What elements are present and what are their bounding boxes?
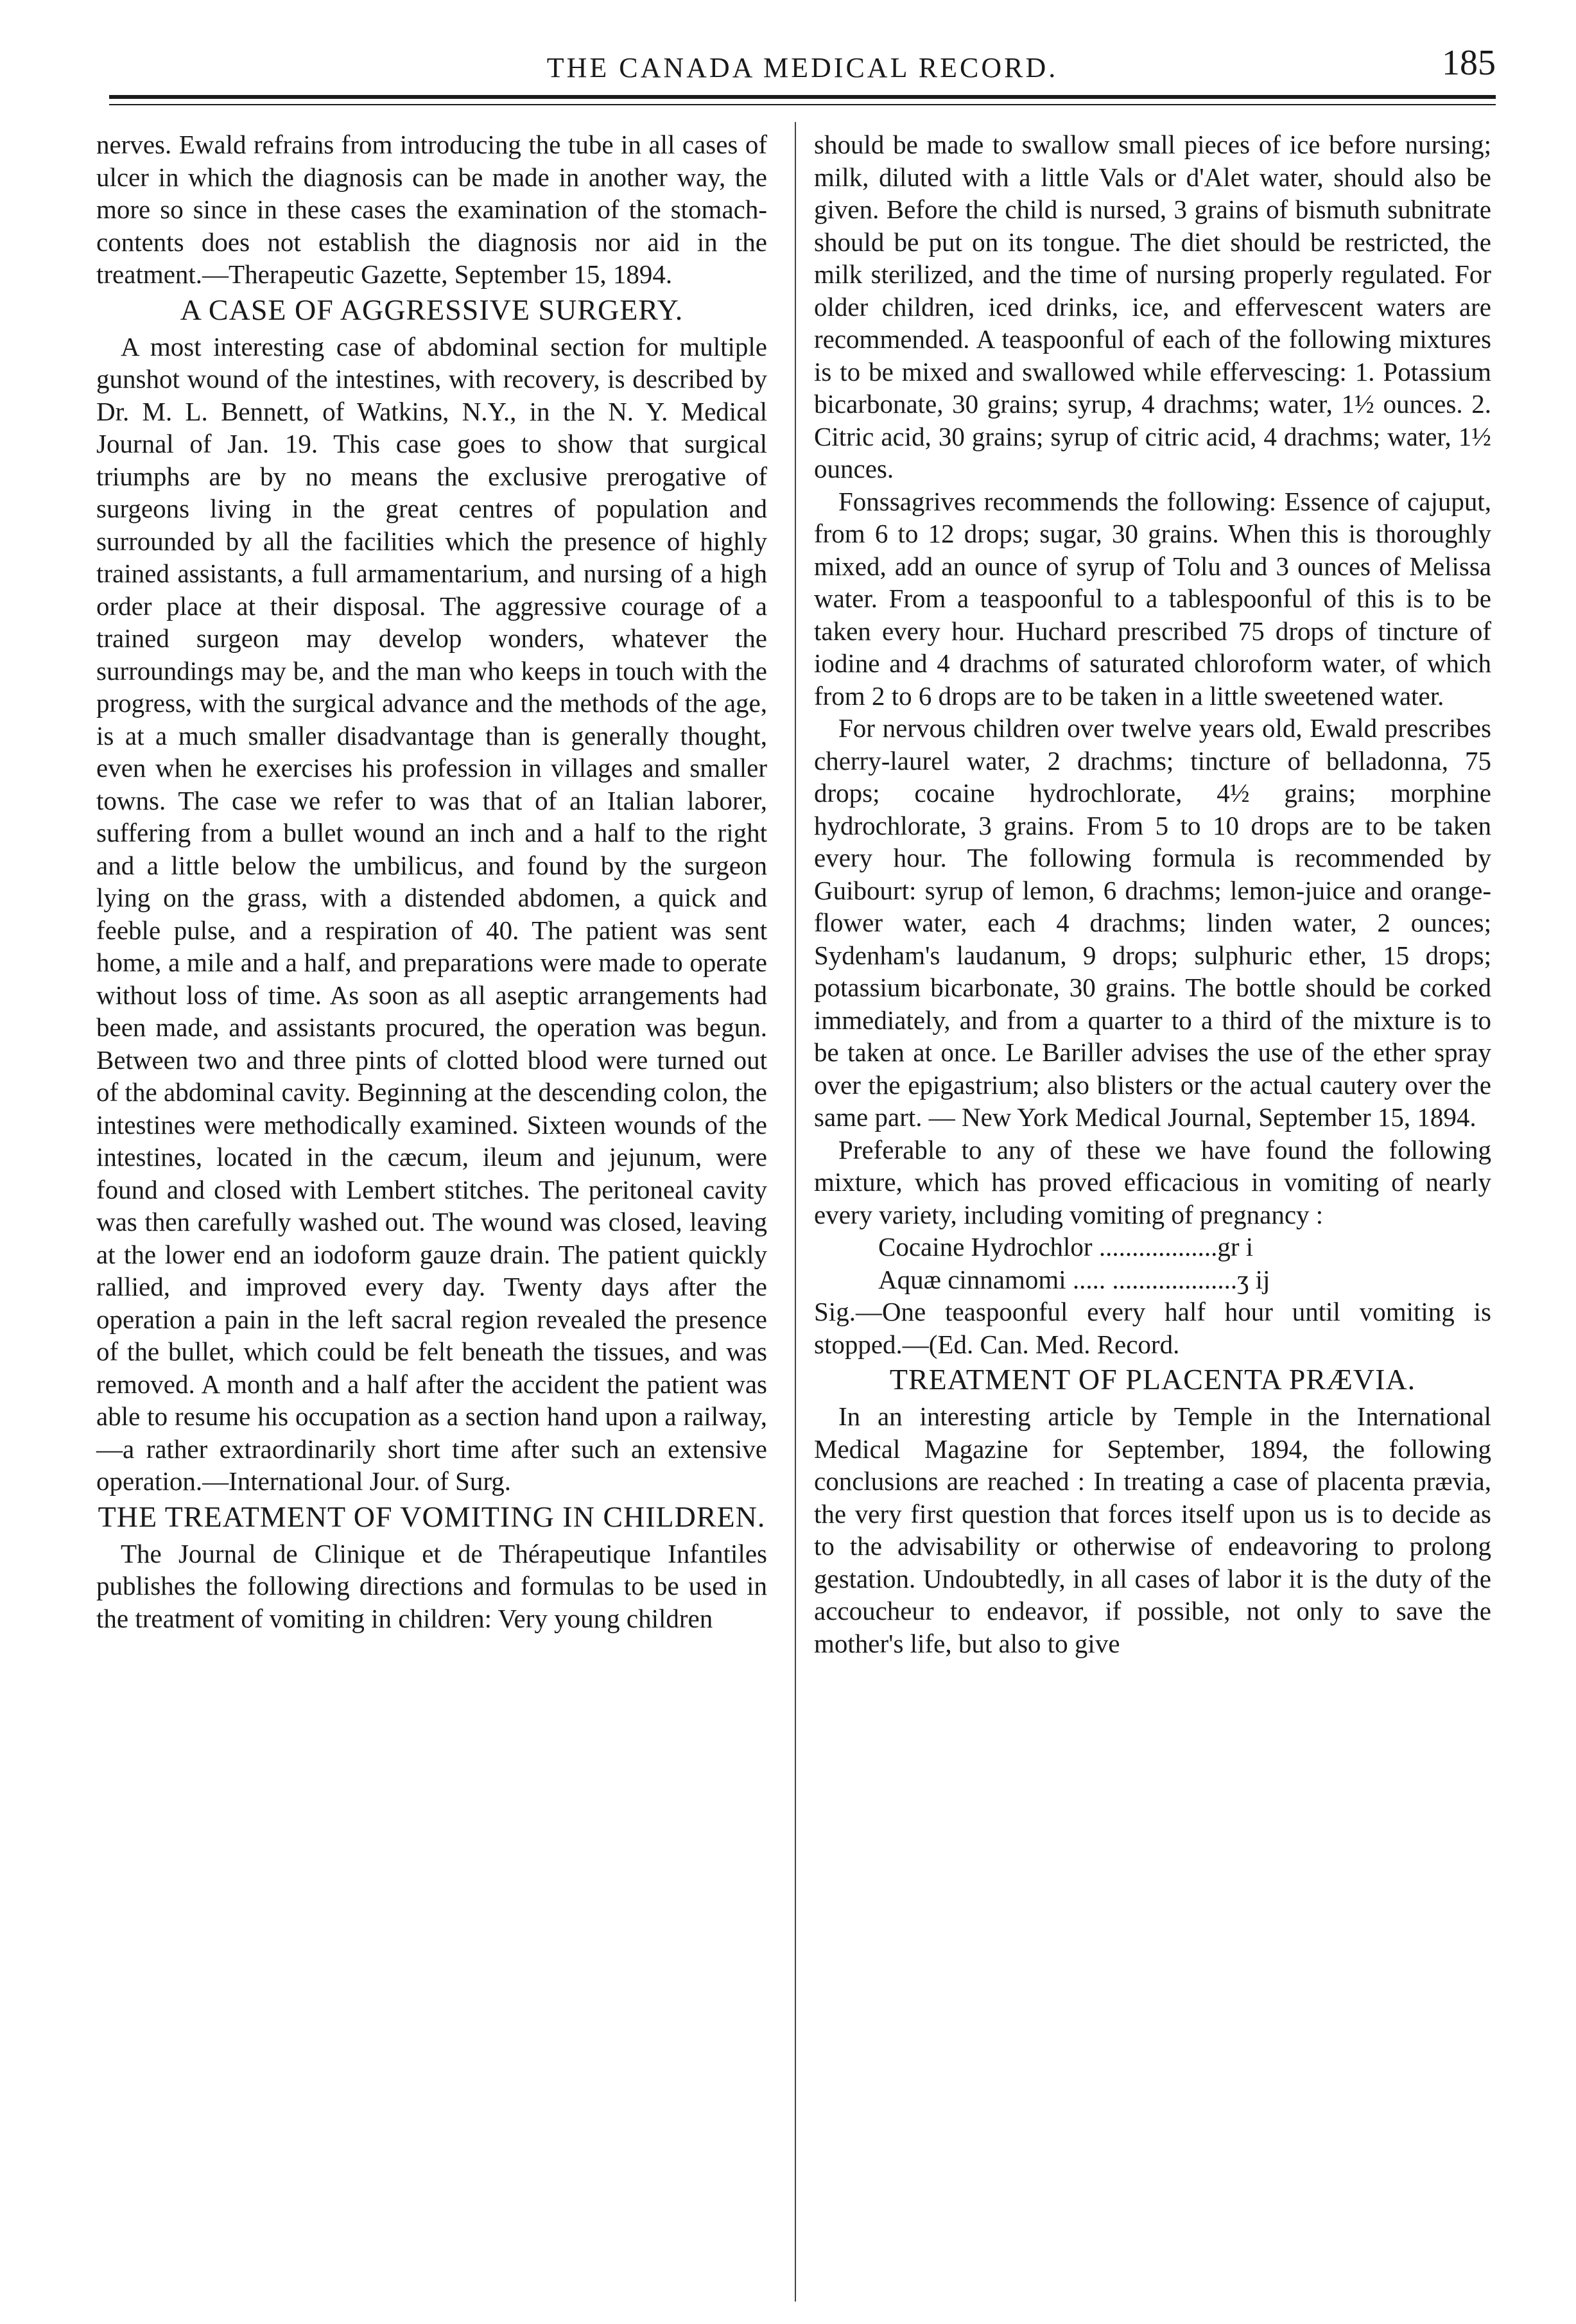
paragraph-vomiting-intro: The Journal de Clinique et de Thérapeutique Infantiles publishes the following directions and formulas to be used in the treatment of vomiting in children: Very young children xyxy=(96,1538,767,1633)
paragraph-nervous-children: For nervous children over twelve years old, Ewald prescribes cherry-laurel water, 2 drachms; tincture of belladonna, 75 drops; cocaine hydrochlorate, 4½ grains; morphine hydrochlorate, 3 grains. From 5 to 10 drops are to be taken every hour. The following formula is recommended by Guibourt: syrup of lemon, 6 drachms; lemon-juice and orange-flower water, each 4 drachms; linden water, 2 ounces; Sydenham's laudanum, 9 drops; sulphuric ether, 15 drops; potassium bicarbonate, 30 grains. The bottle should be corked immediately, and from a quarter to a third of the mixture is to be taken at once. Le Bariller advises the use of the ether spray over the epigastrium; also blisters or the actual cautery over the same part. — New York Medical Journal, September 15, 1894. xyxy=(814,713,1491,1132)
formula-line-aqua: Aquæ cinnamomi ..... ...................ʒ ij xyxy=(878,1264,1270,1294)
running-head xyxy=(109,40,1496,91)
heading-vomiting-children: THE TREATMENT OF VOMITING IN CHILDREN. xyxy=(98,1500,766,1533)
heading-aggressive-surgery: A CASE OF AGGRESSIVE SURGERY. xyxy=(180,293,684,326)
prescription-formula xyxy=(814,1231,1491,1296)
paragraph-sig: Sig.—One teaspoonful every half hour until vomiting is stopped.—(Ed. Can. Med. Record. xyxy=(814,1297,1491,1359)
column-divider xyxy=(795,122,796,2302)
heading-placenta-praevia: TREATMENT OF PLACENTA PRÆVIA. xyxy=(889,1363,1416,1396)
paragraph-preferable-mixture: Preferable to any of these we have found the following mixture, which has proved efficacious in vomiting of nearly every variety, including vomiting of pregnancy : xyxy=(814,1134,1491,1229)
page-number: 185 xyxy=(1442,43,1496,83)
header-rule-thick xyxy=(109,95,1496,99)
paragraph-young-children: should be made to swallow small pieces of ice before nursing; milk, diluted with a little Vals or d'Alet water, should also be given. Before the child is nursed, 3 grains of bismuth subnitrate should be put on its tongue. The diet should be restricted, the milk sterilized, and the time of nursing properly regulated. For older children, iced drinks, ice, and effervescent waters are recommended. A teaspoonful of each of the following mixtures is to be mixed and swallowed while effervescing: 1. Potassium bicarbonate, 30 grains; syrup, 4 drachms; water, 1½ ounces. 2. Citric acid, 30 grains; syrup of citric acid, 4 drachms; water, 1½ ounces. xyxy=(814,130,1491,483)
right-column xyxy=(814,128,1491,1660)
formula-line-cocaine: Cocaine Hydrochlor ..................gr i xyxy=(878,1232,1254,1262)
journal-title: THE CANADA MEDICAL RECORD. xyxy=(546,52,1059,83)
paragraph-ewald-continuation: nerves. Ewald refrains from introducing the tube in all cases of ulcer in which the diagnosis can be made in another way, the more so since in these cases the examination of the stomach-contents does not establish the diagnosis nor aid in the treatment.—Therapeutic Gazette, September 15, 1894. xyxy=(96,130,767,289)
paragraph-aggressive-surgery: A most interesting case of abdominal section for multiple gunshot wound of the intestines, with recovery, is described by Dr. M. L. Bennett, of Watkins, N.Y., in the N. Y. Medical Journal of Jan. 19. This case goes to show that surgical triumphs are by no means the exclusive prerogative of surgeons living in the great centres of population and surrounded by all the facilities which the presence of highly trained assistants, a full armamentarium, and nursing of a high order place at their disposal. The aggressive courage of a trained surgeon may develop wonders, whatever the surroundings may be, and the man who keeps in touch with the progress, with the surgical advance and the methods of the age, is at a much smaller disadvantage than is generally thought, even when he exercises his profession in villages and smaller towns. The case we refer to was that of an Italian laborer, suffering from a bullet wound an inch and a half to the right and a little below the umbilicus, and found by the surgeon lying on the grass, with a distended abdomen, a quick and feeble pulse, and a respiration of 40. The patient was sent home, a mile and a half, and preparations were made to operate without loss of time. As soon as all aseptic arrangements had been made, and assistants procured, the operation was begun. Between two and three pints of clotted blood were turned out of the abdominal cavity. Beginning at the descending colon, the intestines were methodically examined. Sixteen wounds of the intestines, located in the cæcum, ileum and jejunum, were found and closed with Lembert stitches. The peritoneal cavity was then carefully washed out. The wound was closed, leaving at the lower end an iodoform gauze drain. The patient quickly rallied, and improved every day. Twenty days after the operation a pain in the left sacral region revealed the presence of the bullet, which could be felt beneath the tissues, and was removed. A month and a half after the accident the patient was able to resume his occupation as a section hand upon a railway, —a rather extraordinarily short time after such an extensive operation.—International Jour. of Surg. xyxy=(96,331,767,1496)
paragraph-fonssagrives: Fonssagrives recommends the following: Essence of cajuput, from 6 to 12 drops; sugar, 30 grains. When this is thoroughly mixed, add an ounce of syrup of Tolu and 3 ounces of Melissa water. From a teaspoonful to a tablespoonful of this is to be taken every hour. Huchard prescribed 75 drops of tincture of iodine and 4 drachms of saturated chloroform water, of which from 2 to 6 drops are to be taken in a little sweetened water. xyxy=(814,486,1491,711)
header-rule-thin xyxy=(109,104,1496,105)
left-column xyxy=(96,128,767,1635)
paragraph-placenta-praevia: In an interesting article by Temple in the International Medical Magazine for September, 1894, the following conclusions are reached : In treating a case of placenta prævia, the very first question that forces itself upon us is to decide as to the advisability or otherwise of endeavoring to prolong gestation. Undoubtedly, in all cases of labor it is the duty of the accoucheur to endeavor, if possible, not only to save the mother's life, but also to give xyxy=(814,1401,1491,1658)
